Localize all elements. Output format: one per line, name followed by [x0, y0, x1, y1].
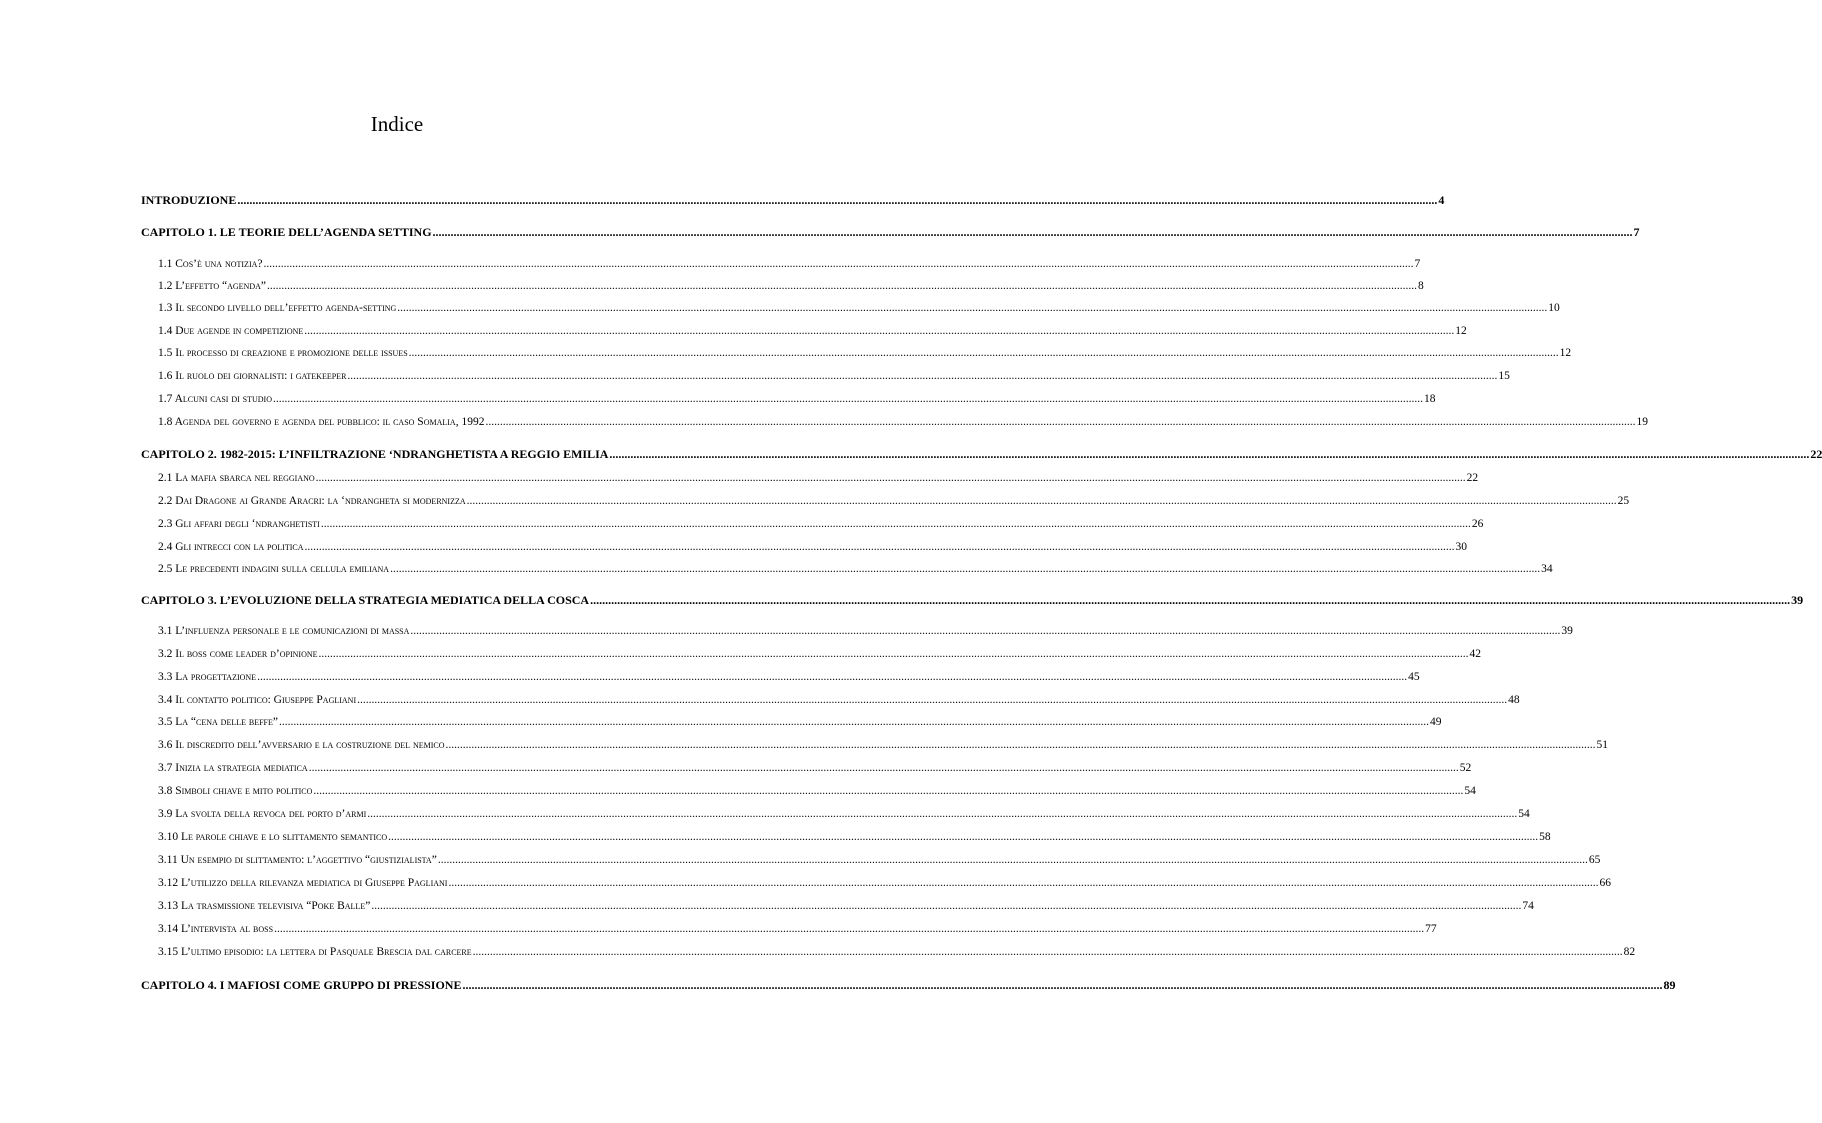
toc-page-number: 45 — [1408, 671, 1420, 683]
toc-page-number: 12 — [1455, 325, 1467, 337]
toc-entry-label: 3.3 La progettazione — [158, 671, 257, 683]
toc-page-number: 8 — [1417, 280, 1424, 292]
toc-section-entry[interactable] — [158, 760, 1472, 776]
toc-page-number: 26 — [1471, 518, 1484, 530]
toc-section-entry[interactable] — [158, 323, 1467, 339]
toc-section-entry[interactable] — [158, 669, 1420, 685]
toc-leader-dots: ................................................................................................................................................................................................................................................................................................................................................................................................................ — [357, 694, 1508, 706]
toc-leader-dots: ................................................................................................................................................................................................................................................................................................................................................................................................................ — [367, 808, 1518, 820]
toc-leader-dots: ................................................................................................................................................................................................................................................................................................................................................................................................................ — [472, 946, 1623, 958]
page-title: Indice — [370, 112, 424, 136]
toc-leader-dots: ................................................................................................................................................................................................................................................................................................................................................................................................................ — [485, 416, 1636, 428]
toc-page-number: 4 — [1438, 193, 1445, 207]
toc-section-entry[interactable] — [158, 737, 1609, 753]
toc-page-number: 7 — [1633, 225, 1640, 239]
toc-section-entry[interactable] — [158, 646, 1482, 662]
toc-page-number: 39 — [1561, 625, 1573, 637]
toc-section-entry[interactable] — [158, 493, 1630, 509]
toc-entry-label: 3.1 L’influenza personale e le comunicazioni di massa — [158, 625, 410, 637]
toc-page-number: 58 — [1539, 831, 1551, 843]
toc-entry-label: 1.3 Il secondo livello dell’effetto agenda-setting — [158, 302, 397, 314]
toc-section-entry[interactable] — [158, 898, 1534, 914]
toc-entry-label: CAPITOLO 1. LE TEORIE DELL’AGENDA SETTING — [141, 225, 432, 239]
toc-entry-label: 1.5 Il processo di creazione e promozione delle issues — [158, 347, 408, 359]
toc-leader-dots: ................................................................................................................................................................................................................................................................................................................................................................................................................ — [388, 831, 1539, 843]
toc-page-number: 30 — [1455, 541, 1467, 553]
toc-leader-dots: ................................................................................................................................................................................................................................................................................................................................................................................................................ — [274, 923, 1425, 935]
toc-chapter-entry[interactable] — [141, 446, 1822, 462]
toc-leader-dots: ................................................................................................................................................................................................................................................................................................................................................................................................................ — [390, 563, 1541, 575]
toc-entry-label: 2.3 Gli affari degli ‘ndranghetisti — [158, 518, 320, 530]
toc-page-number: 34 — [1541, 563, 1553, 575]
toc-section-entry[interactable] — [158, 875, 1611, 891]
toc-leader-dots: ................................................................................................................................................................................................................................................................................................................................................................................................................ — [371, 900, 1522, 912]
toc-leader-dots: ................................................................................................................................................................................................................................................................................................................................................................................................................ — [266, 280, 1417, 292]
toc-leader-dots: ................................................................................................................................................................................................................................................................................................................................................................................................................ — [304, 541, 1455, 553]
toc-page-number: 74 — [1522, 900, 1534, 912]
toc-leader-dots: ................................................................................................................................................................................................................................................................................................................................................................................................................ — [315, 472, 1466, 484]
toc-page-number: 10 — [1548, 302, 1560, 314]
toc-leader-dots: ................................................................................................................................................................................................................................................................................................................................................................................................................ — [273, 393, 1423, 405]
toc-entry-label: 2.1 La mafia sbarca nel reggiano — [158, 472, 315, 484]
toc-section-entry[interactable] — [158, 714, 1442, 730]
toc-leader-dots: ................................................................................................................................................................................................................................................................................................................................................................................................................ — [397, 302, 1548, 314]
toc-entry-label: 1.8 Agenda del governo e agenda del pubblico: il caso Somalia, 1992 — [158, 416, 485, 428]
toc-leader-dots: ................................................................................................................................................................................................................................................................................................................................................................................................................ — [257, 671, 1408, 683]
toc-section-entry[interactable] — [158, 852, 1601, 868]
toc-leader-dots: ................................................................................................................................................................................................................................................................................................................................................................................................................ — [432, 225, 1633, 239]
toc-page-number: 77 — [1425, 923, 1437, 935]
toc-entry-label: CAPITOLO 2. 1982-2015: L’INFILTRAZIONE ‘NDRANGHETISTA A REGGIO EMILIA — [141, 447, 609, 461]
toc-section-entry[interactable] — [158, 783, 1476, 799]
toc-leader-dots: ................................................................................................................................................................................................................................................................................................................................................................................................................ — [304, 325, 1455, 337]
toc-entry-label: CAPITOLO 4. I MAFIOSI COME GRUPPO DI PRESSIONE — [141, 978, 462, 992]
toc-entry-label: 3.5 La “cena delle beffe” — [158, 716, 278, 728]
toc-leader-dots: ................................................................................................................................................................................................................................................................................................................................................................................................................ — [609, 447, 1810, 461]
toc-entry-label: 3.11 Un esempio di slittamento: l’aggettivo “giustizialista” — [158, 854, 437, 866]
toc-page-number: 82 — [1623, 946, 1636, 958]
toc-page-number: 51 — [1596, 739, 1609, 751]
toc-chapter-entry[interactable] — [141, 192, 1445, 208]
toc-page-number: 39 — [1791, 593, 1804, 607]
toc-page-number: 48 — [1508, 694, 1520, 706]
toc-section-entry[interactable] — [158, 516, 1484, 532]
toc-entry-label: 3.8 Simboli chiave e mito politico — [158, 785, 313, 797]
toc-leader-dots: ................................................................................................................................................................................................................................................................................................................................................................................................................ — [445, 739, 1596, 751]
toc-chapter-entry[interactable] — [141, 224, 1640, 240]
toc-leader-dots: ................................................................................................................................................................................................................................................................................................................................................................................................................ — [462, 978, 1663, 992]
toc-leader-dots: ................................................................................................................................................................................................................................................................................................................................................................................................................ — [410, 625, 1561, 637]
toc-page-number: 42 — [1469, 648, 1482, 660]
toc-section-entry[interactable] — [158, 345, 1572, 361]
toc-entry-label: 1.4 Due agende in competizione — [158, 325, 304, 337]
toc-page-number: 15 — [1498, 370, 1510, 382]
toc-entry-label: 3.6 Il discredito dell’avversario e la costruzione del nemico — [158, 739, 445, 751]
toc-page-number: 52 — [1459, 762, 1472, 774]
toc-entry-label: 1.6 Il ruolo dei giornalisti: i gatekeeper — [158, 370, 347, 382]
toc-section-entry[interactable] — [158, 921, 1437, 937]
toc-chapter-entry[interactable] — [141, 977, 1676, 993]
toc-leader-dots: ................................................................................................................................................................................................................................................................................................................................................................................................................ — [313, 785, 1464, 797]
toc-page-number: 65 — [1588, 854, 1601, 866]
toc-section-entry[interactable] — [158, 391, 1436, 407]
toc-entry-label: 2.2 Dai Dragone ai Grande Aracri: la ‘ndrangheta si modernizza — [158, 495, 466, 507]
toc-page-number: 25 — [1617, 495, 1630, 507]
toc-entry-label: 3.10 Le parole chiave e lo slittamento semantico — [158, 831, 388, 843]
toc-page-number: 7 — [1414, 258, 1421, 270]
toc-entry-label: 3.9 La svolta della revoca del porto d’armi — [158, 808, 367, 820]
toc-leader-dots: ................................................................................................................................................................................................................................................................................................................................................................................................................ — [320, 518, 1471, 530]
toc-leader-dots: ................................................................................................................................................................................................................................................................................................................................................................................................................ — [318, 648, 1469, 660]
toc-entry-label: 3.14 L’intervista al boss — [158, 923, 274, 935]
toc-entry-label: 1.7 Alcuni casi di studio — [158, 393, 272, 405]
toc-section-entry[interactable] — [158, 561, 1553, 577]
toc-leader-dots: ................................................................................................................................................................................................................................................................................................................................................................................................................ — [448, 877, 1599, 889]
toc-section-entry[interactable] — [158, 539, 1467, 555]
toc-chapter-entry[interactable] — [141, 592, 1804, 608]
toc-section-entry[interactable] — [158, 692, 1520, 708]
toc-section-entry[interactable] — [158, 829, 1551, 845]
toc-leader-dots: ................................................................................................................................................................................................................................................................................................................................................................................................................ — [237, 193, 1438, 207]
toc-entry-label: 2.4 Gli intrecci con la politica — [158, 541, 304, 553]
toc-page-number: 12 — [1559, 347, 1572, 359]
toc-section-entry[interactable] — [158, 300, 1560, 316]
toc-section-entry[interactable] — [158, 368, 1510, 384]
toc-page-number: 18 — [1424, 393, 1436, 405]
toc-entry-label: CAPITOLO 3. L’EVOLUZIONE DELLA STRATEGIA MEDIATICA DELLA COSCA — [141, 593, 590, 607]
toc-entry-label: 3.13 La trasmissione televisiva “Poke Balle” — [158, 900, 371, 912]
toc-page-number: 22 — [1466, 472, 1479, 484]
toc-page-number: 54 — [1464, 785, 1476, 797]
toc-leader-dots: ................................................................................................................................................................................................................................................................................................................................................................................................................ — [308, 762, 1459, 774]
toc-page-number: 22 — [1810, 447, 1822, 461]
toc-page-number: 89 — [1663, 978, 1676, 992]
toc-section-entry[interactable] — [158, 806, 1530, 822]
toc-entry-label: 3.7 Inizia la strategia mediatica — [158, 762, 308, 774]
toc-section-entry[interactable] — [158, 256, 1421, 272]
toc-leader-dots: ................................................................................................................................................................................................................................................................................................................................................................................................................ — [279, 716, 1429, 728]
toc-entry-label: 3.15 L’ultimo episodio: la lettera di Pasquale Brescia dal carcere — [158, 946, 472, 958]
toc-entry-label: 3.4 Il contatto politico: Giuseppe Pagliani — [158, 694, 357, 706]
toc-page-number: 19 — [1636, 416, 1648, 428]
toc-entry-label: 1.2 L’effetto “agenda” — [158, 280, 266, 292]
toc-section-entry[interactable] — [158, 623, 1573, 639]
toc-leader-dots: ................................................................................................................................................................................................................................................................................................................................................................................................................ — [347, 370, 1498, 382]
toc-entry-label: 3.2 Il boss come leader d’opinione — [158, 648, 318, 660]
toc-section-entry[interactable] — [158, 944, 1636, 960]
toc-entry-label: 3.12 L’utilizzo della rilevanza mediatica di Giuseppe Pagliani — [158, 877, 448, 889]
toc-leader-dots: ................................................................................................................................................................................................................................................................................................................................................................................................................ — [408, 347, 1559, 359]
toc-leader-dots: ................................................................................................................................................................................................................................................................................................................................................................................................................ — [590, 593, 1791, 607]
toc-page-number: 66 — [1599, 877, 1611, 889]
toc-page-number: 54 — [1518, 808, 1530, 820]
toc-section-entry[interactable] — [158, 470, 1479, 486]
toc-leader-dots: ................................................................................................................................................................................................................................................................................................................................................................................................................ — [437, 854, 1588, 866]
toc-leader-dots: ................................................................................................................................................................................................................................................................................................................................................................................................................ — [466, 495, 1617, 507]
toc-page-number: 49 — [1430, 716, 1442, 728]
toc-entry-label: 2.5 Le precedenti indagini sulla cellula emiliana — [158, 563, 390, 575]
toc-leader-dots: ................................................................................................................................................................................................................................................................................................................................................................................................................ — [263, 258, 1414, 270]
toc-section-entry[interactable] — [158, 414, 1648, 430]
toc-section-entry[interactable] — [158, 278, 1424, 294]
toc-entry-label: 1.1 Cos’è una notizia? — [158, 258, 263, 270]
toc-entry-label: INTRODUZIONE — [141, 193, 237, 207]
